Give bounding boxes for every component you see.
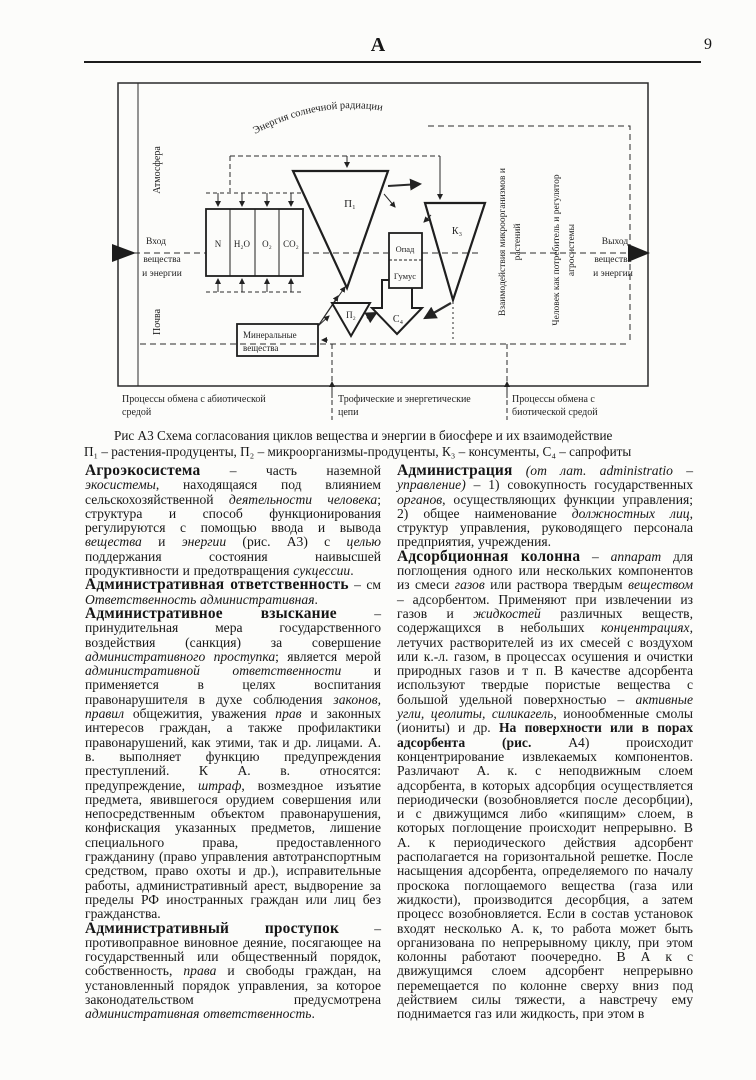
entry-text-run: , находящаяся под влиянием сельскохозяйственной [85,477,381,507]
entry-text-run: различных веществ, содержащихся в небольших [397,605,693,636]
entry-text-run: жидкостей [473,605,541,621]
dictionary-entry [397,464,693,550]
minerals-label-line2: вещества [243,343,279,353]
entry-text-run: прав [275,706,302,722]
entry-text-run: – [580,548,611,564]
entry-text-run: , летучих растворителей из их смесей с воздухом или к.-л. газом, в процессах осушения и очистки природных газов и т п. В качестве адсорбента используют твердые пористые вещества с большой удельной поверхностью – [397,620,693,707]
bottom-label-trophic-line1: Трофические и энергетические [338,394,471,405]
entry-text-run: административная ответственность [85,1006,312,1022]
entry-text-run: концентрациях [600,620,690,636]
producers1-triangle [293,171,388,288]
entry-text-run: экосистемы [85,477,156,493]
caption-line-2: П₁ – растения-продуценты, П₂ – микроорганизмы-продуценты, К₃ – консументы, С₄ – сапрофиты [84,444,632,459]
entry-text-run: штраф [198,777,242,793]
cell-co2: CO₂ [283,239,299,249]
dictionary-entry [85,604,382,922]
entry-text-run: целью [346,534,381,550]
output-label-line1: Выход [601,237,629,247]
soil-label: Почва [152,308,163,336]
entry-headword: Административная ответственность [85,576,349,594]
input-label-line3: и энергии [142,269,182,279]
bottom-label-trophic-line2: цепи [338,407,359,418]
entry-text-run: энергии [181,534,227,550]
entry-text-run: сукцессии [293,563,351,579]
entry-text-run: органов [397,491,443,507]
entry-text-run: и свободы граждан, на установленный порядок управления, за которое законодательством предусмотрена [85,963,381,1007]
entry-text-run: общежития, уважения [124,706,276,722]
dictionary-entry [85,919,382,1022]
entry-text-run: А4) происходит концентрирование извлекаемых компонентов. Различают А. к. с неподвижным слоем адсорбента, в которых адсорбция осуществляется периодически (возобновляется после десорбции), и с движущимся либо «кипящим» слоем, в которых поглощение происходит непрерывно. В А. к периодического действия адсорбент располагается на горизонтальной решетке. После насыщения адсорбента, определяемого по началу проскока поглощаемого вещества (газа или жидкости), производится десорбция, а затем процесс возобновляется. Если в состав установок входят несколько А. к, то работа может быть организована по непрерывному циклу, при этом колонны работают поочередно. В А к с движущимся слоем адсорбент непрерывно перемещается по колонне сверху вниз под действием силы тяжести, а навстречу ему поднимается газ или жидкость, при этом в [397,734,693,1022]
solar-energy-arc-label: Энергия солнечной радиации [251,100,384,137]
agroecosystem-diagram [110,82,655,432]
entry-headword: Администрация [397,462,513,479]
interaction-label-line2: растений [513,223,523,261]
entry-text-run: (рис. А3) с [226,534,347,550]
entry-text-run: административной ответственности [85,663,342,679]
entry-text-run: газов [454,577,485,593]
entry-text-run: деятельности человека [228,491,378,507]
entry-text-run: поддержания состояния наивысшей продуктивности и предотвращения [85,548,381,579]
entry-text-run: – см [348,577,381,593]
saprophytes-label: С₄ [392,314,404,325]
output-label-line2: вещества [594,255,632,265]
entry-text-run: Ответственность административная [85,591,315,607]
consumers-label: К₃ [451,226,463,237]
entry-text-run: права [183,963,217,979]
bottom-label-biotic-line2: биотической средой [512,407,598,418]
page-letter: А [370,34,386,56]
entry-text-run: или раствора твердым [484,577,629,593]
figure-caption [84,428,696,460]
entry-text-run: вещества [85,534,142,550]
bottom-label-abiotic-line1: Процессы обмена с абиотической [122,394,266,405]
entry-text-run: ; структура и способ функционирования регулируются с помощью ввода и вывода [85,491,381,536]
cell-nitrogen: N [214,239,222,249]
entry-text-run: . [311,1006,315,1022]
entry-headword: Административное взыскание [85,604,337,622]
entry-text-run: для поглощения одного или нескольких компонентов из смеси [397,548,693,593]
entry-text-run: административного проступка [85,648,276,664]
entry-text-run: законов, правил [85,691,381,722]
cell-water: H₂O [233,239,251,249]
header-rule [84,61,701,63]
entry-text-run: , ионообменные смолы (иониты) и др. [397,706,693,736]
entry-text-run: – адсорбентом. Применяют при извлечении из газов и [397,591,693,621]
dictionary-entry [85,464,381,578]
text-columns [85,464,693,1022]
entry-text-run: . [314,591,318,607]
atmosphere-label: Атмосфера [152,146,163,194]
litter-label: Опад [395,244,415,254]
entry-text-run: веществом [628,577,693,593]
entry-text-run: , структур управления, руководящего персонала предприятия, учреждения. [397,505,693,550]
page-number: 9 [704,36,712,53]
entry-text-run: (от лат. administratio – управление) [397,463,693,493]
dictionary-entry [85,578,381,607]
caption-line-1: Рис А3 Схема согласования циклов вещества и энергии в биосфере и их взаимодействие [114,428,613,443]
entry-text-run: и законных интересов граждан, а также профилактики правонарушений, как этими, так и др. лицами. А. в. выполняет функцию предупреждения преступлений. К А. в. относятся: предупреждение, [85,706,382,793]
dictionary-entry [397,547,694,1022]
entry-text-run: , осуществляющих функции управления; 2) общее наименование [397,491,693,521]
entry-text-run: – принудительная мера государственного воздействия (санкция) за совершение [85,605,381,650]
human-label-line2: агросистемы [567,223,577,277]
entry-headword: Адсорбционная колонна [397,547,581,565]
entry-text-run: и применяется в целях воспитания правонарушителя в духе соблюдения [85,663,381,707]
entry-text-run: – противоправное виновное деяние, посягающее на государственный или общественный порядок, собственность, [85,920,382,979]
right-column [397,464,693,1022]
interaction-label-line1: Взаимодействия микроорганизмов и [498,167,508,317]
entry-text-run: должностных лиц [571,505,690,521]
producers1-label: П₁ [344,198,356,210]
entry-headword: Агроэкосистема [85,462,201,479]
input-label-line1: Вход [146,237,166,247]
producers2-label: П₂ [346,310,356,320]
human-label-line1: Человек как потребитель и регулятор [552,174,562,326]
entry-text-run: аппарат [610,548,662,564]
input-arrow [112,244,136,262]
left-column [85,464,381,1022]
entry-text-run: – 1) совокупность государственных [465,477,693,493]
consumers-triangle [425,203,485,300]
input-label-line2: вещества [143,255,181,265]
entry-text-run: ; является мерой [275,648,381,664]
bottom-label-biotic-line1: Процессы обмена с [512,394,595,405]
entry-text-run: . [350,563,354,579]
entry-text-run: , возмездное изъятие предмета, явившегося орудием совершения или непосредственным объектом правонарушения, конфискация указанных предметов, лишение специального права, предоставленного гражданину (право управления автотранспортным средством, право охоты и др.), исправительные работы, административный арест, выдворение за пределы РФ иностранных граждан или лиц без гражданства. [85,777,381,922]
minerals-label-line1: Минеральные [243,330,297,340]
entry-headword: Административный проступок [85,919,340,937]
entry-text-run: – часть наземной [200,463,381,478]
humus-label: Гумус [393,271,417,281]
output-label-line3: и энергии [593,269,633,279]
cell-oxygen: O₂ [262,239,272,249]
entry-text-run: активные угли, цеолиты, силикагель [397,691,693,722]
bottom-label-abiotic-line2: средой [122,407,152,418]
entry-text-run: На поверхности или в порах адсорбента (рис. [397,720,694,750]
entry-text-run: и [141,534,182,550]
